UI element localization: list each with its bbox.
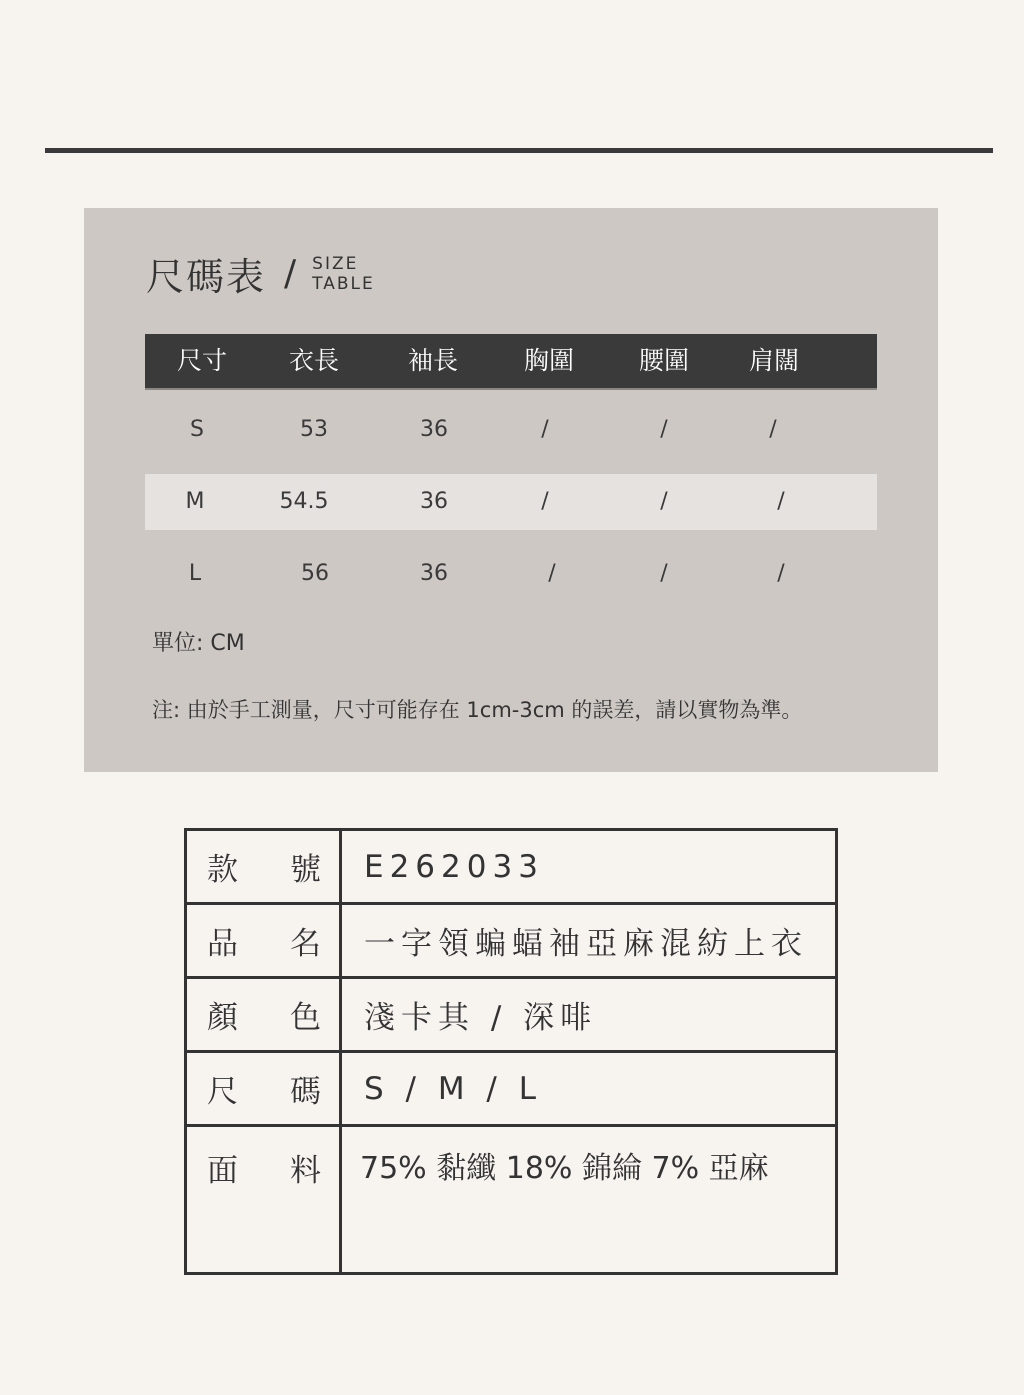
size-chart-panel (84, 208, 938, 772)
label-char: 品 (207, 926, 238, 962)
info-label (187, 1053, 342, 1124)
info-row-color (187, 979, 835, 1053)
unit-note: 單位: CM (152, 631, 245, 656)
measurement-note: 注: 由於手工測量，尺寸可能存在 1cm-3cm 的誤差，請以實物為準。 (152, 698, 803, 722)
header-size: 尺寸 (176, 346, 228, 375)
title-chinese: 尺碼表 (146, 255, 267, 299)
label-char: 碼 (290, 1074, 321, 1110)
info-label (187, 831, 342, 902)
label-char: 顏 (207, 1000, 238, 1036)
cell-chest: / (541, 489, 549, 514)
cell-shoulder: / (777, 561, 785, 586)
cell-shoulder: / (769, 417, 777, 442)
info-row-name (187, 905, 835, 979)
title-english-line1: SIZE (312, 253, 359, 274)
header-length: 衣長 (288, 346, 340, 375)
cell-waist: / (660, 561, 668, 586)
label-char: 款 (207, 852, 238, 888)
product-name-value: 一字領蝙蝠袖亞麻混紡上衣 (364, 926, 808, 962)
cell-sleeve: 36 (420, 489, 448, 514)
info-label (187, 979, 342, 1050)
cell-size: M (185, 489, 205, 514)
title-slash: / (284, 253, 297, 294)
cell-waist: / (660, 489, 668, 514)
label-char: 料 (290, 1153, 321, 1189)
size-chart-title (146, 246, 375, 301)
title-english (312, 254, 375, 294)
style-number-value: E262033 (364, 848, 544, 885)
size-table-header (145, 334, 877, 390)
info-row-style-no (187, 831, 835, 905)
info-label (187, 905, 342, 976)
cell-chest: / (548, 561, 556, 586)
cell-waist: / (660, 417, 668, 442)
label-char: 面 (207, 1153, 238, 1189)
top-divider (45, 148, 993, 153)
cell-length: 54.5 (279, 489, 329, 514)
cell-size: L (188, 561, 202, 586)
info-row-size (187, 1053, 835, 1127)
label-char: 號 (290, 852, 321, 888)
header-shoulder: 肩闊 (748, 346, 800, 375)
header-chest: 胸圍 (523, 346, 575, 375)
header-waist: 腰圍 (638, 346, 690, 375)
product-info-table (184, 828, 838, 1275)
fabric-value: 75% 黏纖 18% 錦綸 7% 亞麻 (360, 1151, 769, 1186)
info-label (187, 1127, 342, 1272)
cell-length: 56 (301, 561, 329, 586)
size-value: S / M / L (364, 1070, 542, 1107)
cell-shoulder: / (777, 489, 785, 514)
header-sleeve: 袖長 (407, 346, 459, 375)
cell-sleeve: 36 (420, 417, 448, 442)
color-value: 淺卡其 / 深啡 (364, 1000, 598, 1036)
cell-chest: / (541, 417, 549, 442)
label-char: 名 (290, 926, 321, 962)
label-char: 色 (290, 1000, 321, 1036)
cell-length: 53 (300, 417, 328, 442)
table-row (145, 546, 877, 602)
size-table (145, 334, 877, 602)
table-row (145, 474, 877, 530)
table-row (145, 402, 877, 458)
cell-size: S (190, 417, 204, 442)
title-english-line2: TABLE (312, 273, 375, 294)
cell-sleeve: 36 (420, 561, 448, 586)
label-char: 尺 (207, 1074, 238, 1110)
info-row-fabric (187, 1127, 835, 1272)
